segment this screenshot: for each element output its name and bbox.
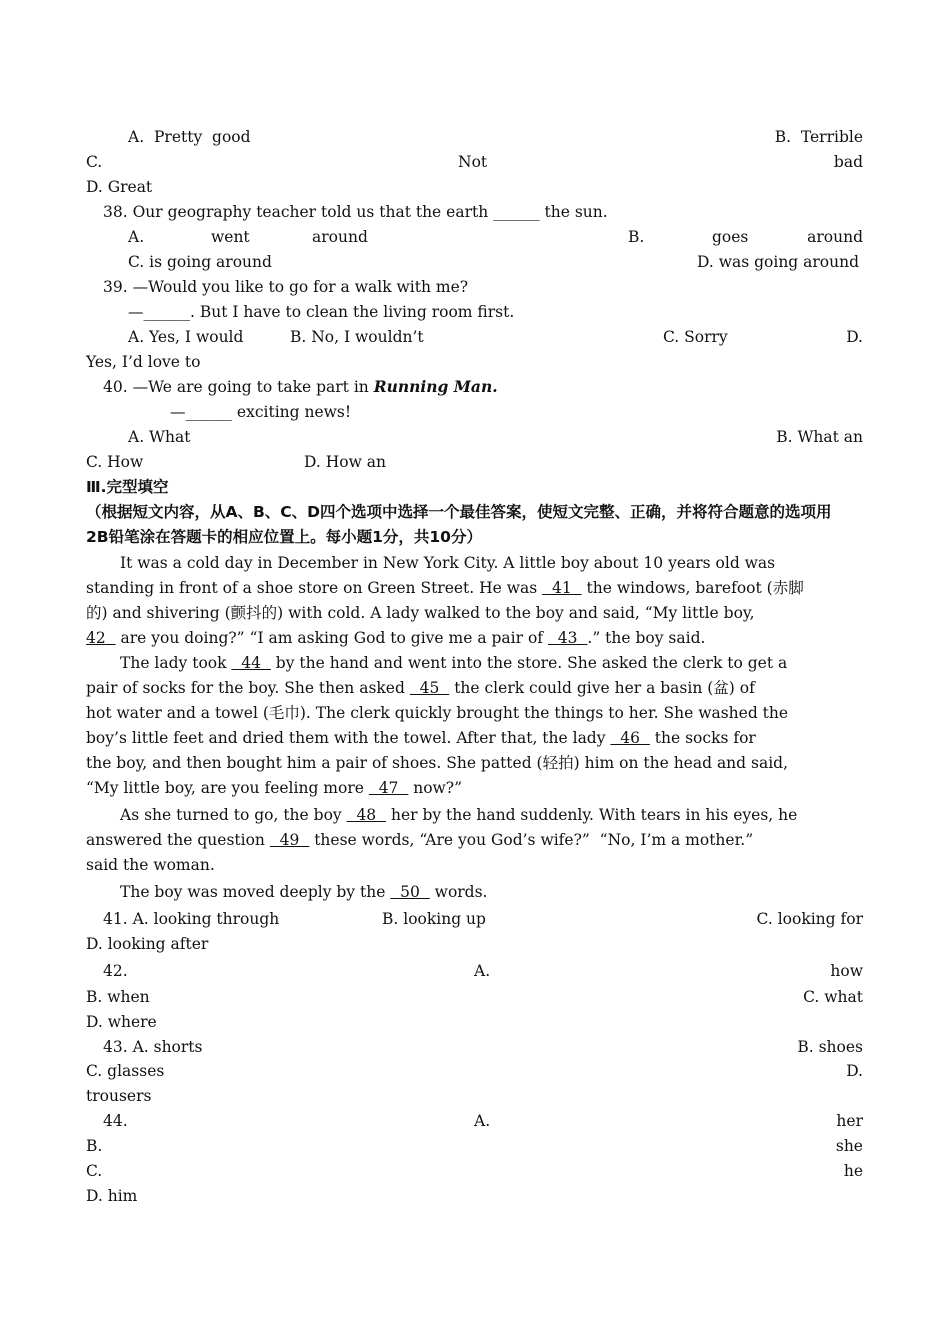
q38-options-row2 [0, 250, 950, 274]
section-instructions-line1 [0, 500, 950, 524]
blank-42: 42 [86, 629, 116, 647]
blank-49: 49 [269, 831, 310, 849]
q39-option-d-letter: D. [846, 328, 863, 346]
passage-text: standing in front of a shoe store on Green Street. He was [86, 579, 543, 597]
q38-option-b-w1: goes [712, 228, 749, 246]
passage-text: It was a cold day in December in New York City. A little boy about 10 years old was [120, 554, 776, 572]
q37-options-row2 [0, 150, 950, 174]
q44-options-row2 [0, 1134, 950, 1158]
q38-stem: 38. Our geography teacher told us that the earth ______ the sun. [103, 203, 608, 221]
q39-option-b: B. No, I wouldn’t [290, 328, 424, 346]
q43-options-row2 [0, 1059, 950, 1083]
passage-text: are you doing?” “I am asking God to give me a pair of [115, 629, 548, 647]
q42-option-a-letter: A. [474, 962, 491, 980]
q37-options-row1 [0, 125, 950, 149]
q44-number: 44. [103, 1112, 128, 1130]
blank-48: 48 [346, 806, 387, 824]
section-instructions-line2 [0, 525, 950, 549]
blank-50: 50 [390, 883, 430, 901]
q40-reply-line [0, 400, 950, 424]
blank-46: 46 [610, 729, 650, 747]
q39-stem: 39. —Would you like to go for a walk with me? [103, 278, 469, 296]
passage-text: “My little boy, are you feeling more [86, 779, 369, 797]
passage-text: the clerk could give her a basin (盆) of [449, 679, 755, 697]
q42-option-d: D. where [86, 1013, 157, 1031]
passage-line [0, 853, 950, 877]
q38-option-a-w1: went [211, 228, 250, 246]
passage-text: hot water and a towel (毛巾). The clerk quickly brought the things to her. She washed the [86, 704, 789, 722]
passage-text: words. [429, 883, 488, 901]
q41-option-b: B. looking up [382, 910, 486, 928]
passage-line [0, 601, 950, 625]
q43-option-d-letter: D. [846, 1062, 863, 1080]
passage-text: .” the boy said. [587, 629, 706, 647]
q43-options-row3 [0, 1084, 950, 1108]
passage-text: answered the question [86, 831, 270, 849]
passage-text: by the hand and went into the store. She asked the clerk to get a [270, 654, 788, 672]
q37-option-b: B. Terrible [774, 128, 863, 146]
passage-text: 的) and shivering (颤抖的) with cold. A lady walked to the boy and said, “My little boy, [86, 604, 755, 622]
passage-line [0, 726, 950, 750]
q43-option-b: B. shoes [797, 1038, 863, 1056]
q44-option-b-word: she [835, 1137, 863, 1155]
passage-line [0, 803, 950, 827]
blank-41: 41 [542, 579, 582, 597]
q38-option-d: D. was going around [697, 253, 860, 271]
q42-options-row3 [0, 1010, 950, 1034]
passage-line [0, 828, 950, 852]
q42-option-c: C. what [803, 988, 863, 1006]
q38-option-c: C. is going around [128, 253, 272, 271]
q37-option-c-letter: C. [86, 153, 103, 171]
q38-option-a-letter: A. [128, 228, 145, 246]
q39-reply: —______. But I have to clean the living room first. [128, 303, 515, 321]
q39-option-d-text: Yes, I’d love to [86, 353, 201, 371]
q39-reply-line [0, 300, 950, 324]
q44-option-a-word: her [836, 1112, 863, 1130]
passage-text: the windows, barefoot (赤脚 [581, 579, 804, 597]
passage-line [0, 626, 950, 650]
passage-line [0, 776, 950, 800]
passage-text: now?” [408, 779, 463, 797]
q41-options-row1 [0, 907, 950, 931]
blank-47: 47 [368, 779, 409, 797]
passage-line [0, 701, 950, 725]
q44-option-c-word: he [843, 1162, 863, 1180]
q44-options-row1 [0, 1109, 950, 1133]
q41-options-row2 [0, 932, 950, 956]
section-heading-line [0, 475, 950, 499]
passage-line [0, 551, 950, 575]
q40-stem-line [0, 375, 950, 399]
q39-option-a: A. Yes, I would [128, 328, 244, 346]
q38-option-b-letter: B. [628, 228, 645, 246]
q39-stem-line [0, 275, 950, 299]
section-heading: Ⅲ.完型填空 [86, 478, 169, 496]
passage-line [0, 576, 950, 600]
q40-options-row2 [0, 450, 950, 474]
q39-option-c: C. Sorry [663, 328, 728, 346]
passage-text: As she turned to go, the boy [120, 806, 347, 824]
passage-line [0, 751, 950, 775]
passage-text: The lady took [120, 654, 232, 672]
passage-line [0, 880, 950, 904]
q41-option-a: 41. A. looking through [103, 910, 280, 928]
passage-line [0, 676, 950, 700]
q38-option-a-w2: around [312, 228, 368, 246]
q38-option-b-w2: around [807, 228, 863, 246]
blank-44: 44 [231, 654, 271, 672]
q42-option-b: B. when [86, 988, 150, 1006]
q41-option-d: D. looking after [86, 935, 209, 953]
q39-options-row2 [0, 350, 950, 374]
q38-stem-line [0, 200, 950, 224]
q42-options-row2 [0, 985, 950, 1009]
passage-text: boy’s little feet and dried them with the towel. After that, the lady [86, 729, 611, 747]
q40-option-a: A. What [128, 428, 191, 446]
q40-stem: 40. —We are going to take part in [103, 378, 374, 396]
q37-option-c-word2: bad [833, 153, 863, 171]
blank-43: 43 [547, 629, 588, 647]
q43-option-a: 43. A. shorts [103, 1038, 203, 1056]
q44-option-b-letter: B. [86, 1137, 103, 1155]
passage-text: the socks for [649, 729, 756, 747]
q40-reply: —______ exciting news! [170, 403, 352, 421]
q37-options-row3 [0, 175, 950, 199]
passage-text: her by the hand suddenly. With tears in his eyes, he [386, 806, 798, 824]
section-instructions-1: （根据短文内容，从A、B、C、D四个选项中选择一个最佳答案，使短文完整、正确，并将符合题意的选项用 [86, 503, 832, 521]
passage-text: pair of socks for the boy. She then asked [86, 679, 410, 697]
q39-options-row1 [0, 325, 950, 349]
passage-line [0, 651, 950, 675]
q37-option-a: A. Pretty good [128, 128, 251, 146]
q40-option-c: C. How [86, 453, 144, 471]
passage-text: these words, “Are you God’s wife?” “No, I’m a mother.” [309, 831, 754, 849]
passage-text: The boy was moved deeply by the [120, 883, 391, 901]
q44-option-c-letter: C. [86, 1162, 103, 1180]
section-instructions-2: 2B铅笔涂在答题卡的相应位置上。每小题1分，共10分） [86, 528, 482, 546]
q41-option-c: C. looking for [756, 910, 863, 928]
passage-text: the boy, and then bought him a pair of shoes. She patted (轻拍) him on the head and said, [86, 754, 789, 772]
q44-options-row4 [0, 1184, 950, 1208]
q40-show-title: Running Man. [373, 377, 498, 396]
q43-option-d-word: trousers [86, 1087, 152, 1105]
q44-option-a-letter: A. [474, 1112, 491, 1130]
q40-option-b: B. What an [776, 428, 863, 446]
q42-option-a-word: how [830, 962, 863, 980]
q40-option-d: D. How an [304, 453, 386, 471]
q43-option-c: C. glasses [86, 1062, 165, 1080]
q38-options-row1 [0, 225, 950, 249]
q44-options-row3 [0, 1159, 950, 1183]
q44-option-d: D. him [86, 1187, 138, 1205]
q42-options-row1 [0, 959, 950, 983]
q37-option-d: D. Great [86, 178, 153, 196]
q40-options-row1 [0, 425, 950, 449]
q42-number: 42. [103, 962, 128, 980]
blank-45: 45 [409, 679, 450, 697]
passage-text: said the woman. [86, 856, 215, 874]
q37-option-c-word1: Not [458, 153, 488, 171]
q43-options-row1 [0, 1035, 950, 1059]
